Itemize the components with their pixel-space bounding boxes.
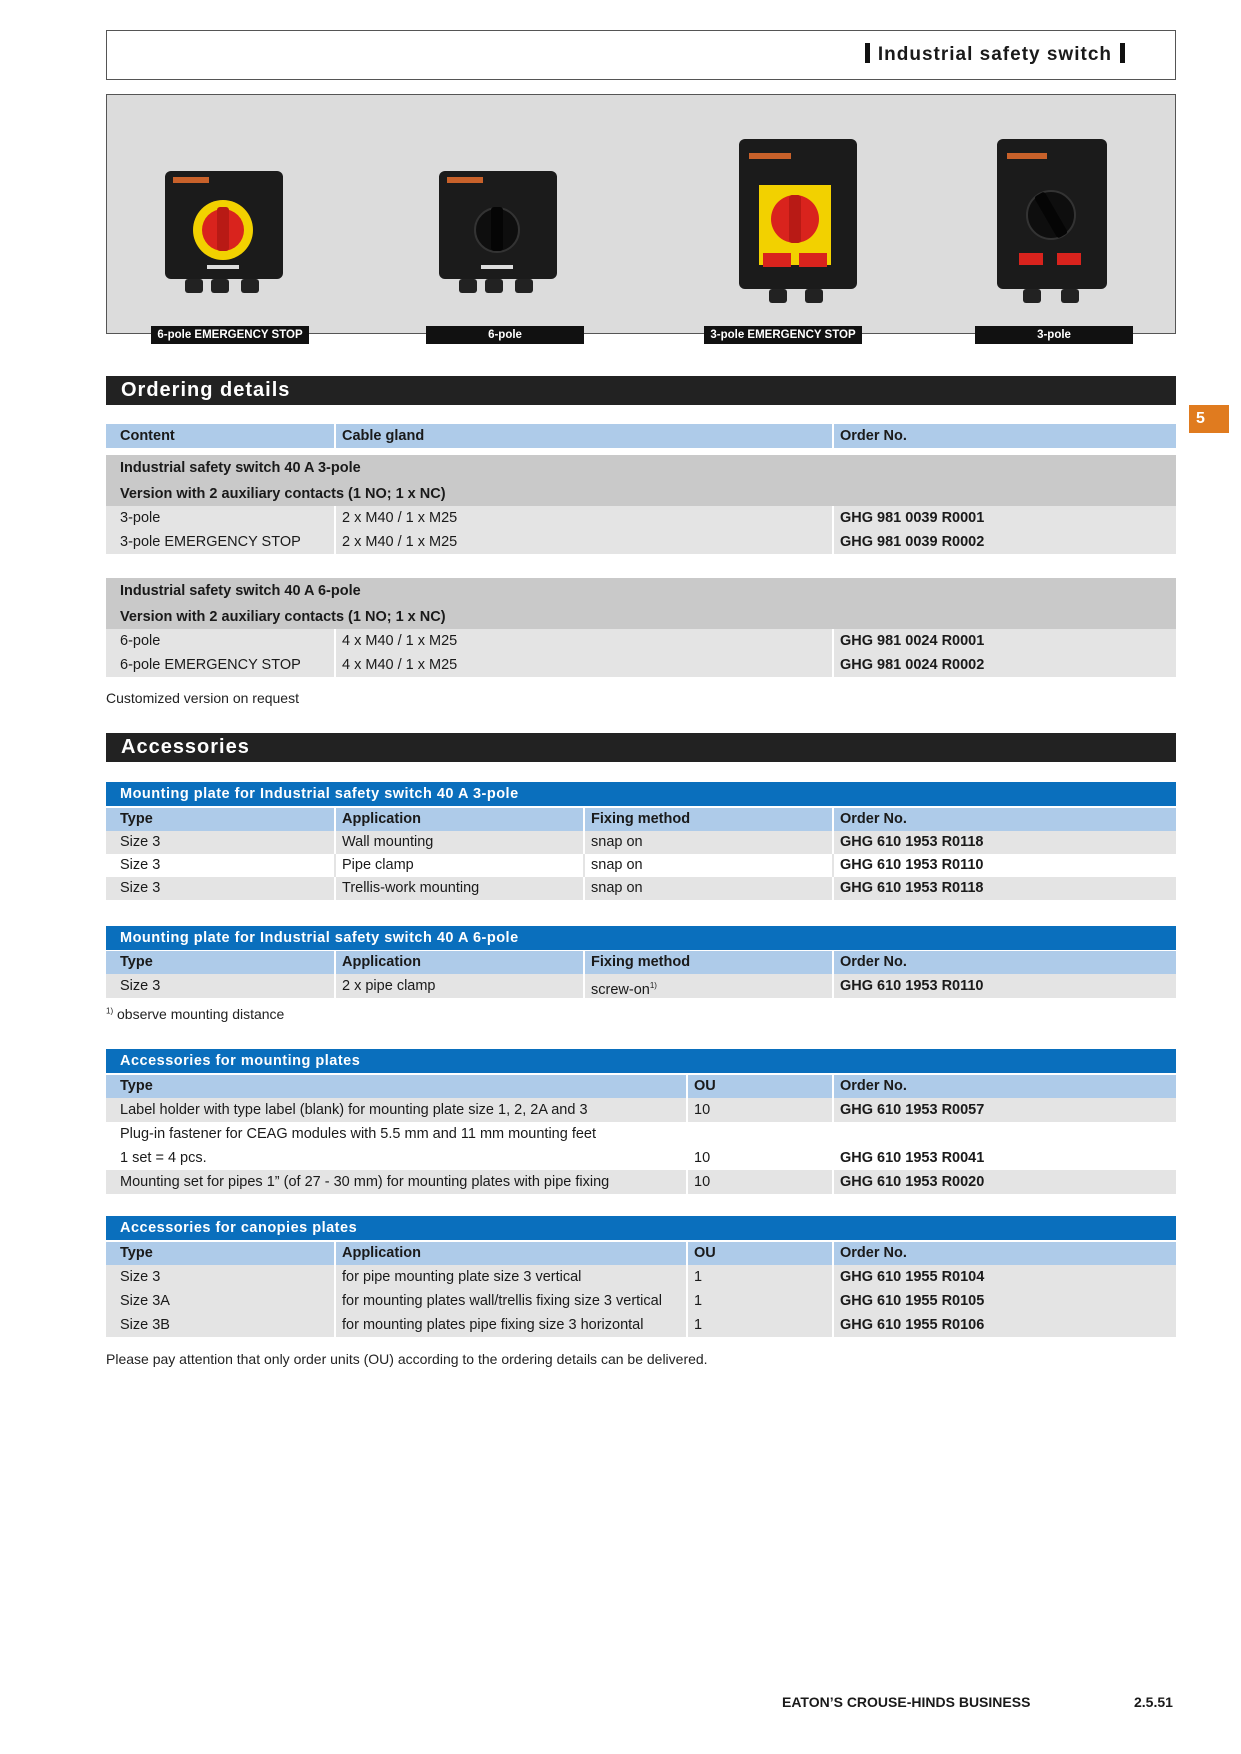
- table-row: [106, 1122, 1176, 1146]
- group-subtitle-row: [106, 605, 1176, 629]
- table-row: [106, 974, 1176, 998]
- table-row: [106, 1313, 1176, 1337]
- table-header: [106, 424, 1176, 448]
- column-header: Order No.: [832, 808, 1176, 831]
- group-subtitle-row: [106, 482, 1176, 506]
- product-photo-panel: [106, 94, 1176, 341]
- cell-type: Size 3B: [120, 1317, 170, 1333]
- chapter-tab: 5: [1189, 405, 1229, 433]
- table-header: [106, 808, 1176, 831]
- group-title: Industrial safety switch 40 A 3-pole: [120, 460, 361, 476]
- cell-order-no: GHG 981 0024 R0001: [832, 629, 1176, 653]
- page-number: 2.5.51: [1134, 1694, 1173, 1710]
- column-header: Order No.: [832, 1242, 1176, 1265]
- cell-content: 3-pole: [120, 510, 161, 526]
- cell-type: Size 3A: [120, 1293, 170, 1309]
- cell-order-no: GHG 610 1953 R0057: [832, 1098, 1176, 1122]
- cell-application: for pipe mounting plate size 3 vertical: [334, 1265, 686, 1289]
- cell-type: Size 3: [120, 857, 161, 873]
- cell-application: 2 x pipe clamp: [334, 974, 583, 998]
- product-image-6pole-emergency: [151, 165, 301, 305]
- cell-ou: 1: [686, 1289, 832, 1313]
- column-header: Content: [120, 428, 175, 444]
- cell-order-no: GHG 610 1953 R0110: [832, 854, 1176, 877]
- table-row: [106, 1265, 1176, 1289]
- cell-cable-gland: 2 x M40 / 1 x M25: [334, 506, 832, 530]
- product-caption: 6-pole: [426, 326, 584, 344]
- cell-content: 6-pole: [120, 633, 161, 649]
- cell-order-no: GHG 610 1955 R0105: [832, 1289, 1176, 1313]
- footnote: [106, 1006, 284, 1022]
- cell-order-no: GHG 610 1953 R0041: [832, 1146, 1176, 1170]
- column-header: Type: [120, 1245, 153, 1261]
- table-title: Mounting plate for Industrial safety switch 40 A 3-pole: [120, 786, 519, 802]
- group-subtitle: Version with 2 auxiliary contacts (1 NO; 1 x NC): [120, 486, 446, 502]
- section-title-ordering: Ordering details: [106, 376, 1176, 405]
- table-row: [106, 854, 1176, 877]
- column-header: Fixing method: [583, 808, 832, 831]
- page-title: Industrial safety switch: [877, 44, 1112, 65]
- cell-ou: 10: [686, 1170, 832, 1194]
- ordering-note: Customized version on request: [106, 690, 299, 706]
- cell-ou: 1: [686, 1265, 832, 1289]
- cell-ou: 1: [686, 1313, 832, 1337]
- table-header: [106, 1075, 1176, 1098]
- cell-type: Size 3: [120, 880, 161, 896]
- column-header: Application: [334, 808, 583, 831]
- table-title: Mounting plate for Industrial safety switch 40 A 6-pole: [120, 930, 519, 946]
- table-title-bar: [106, 926, 1176, 950]
- page-header: [106, 30, 1176, 80]
- table-header: [106, 951, 1176, 974]
- cell-application: Trellis-work mounting: [334, 877, 583, 900]
- cell-order-no: GHG 610 1953 R0020: [832, 1170, 1176, 1194]
- table-row: [106, 877, 1176, 900]
- cell-cable-gland: 2 x M40 / 1 x M25: [334, 530, 832, 554]
- group-subtitle: Version with 2 auxiliary contacts (1 NO; 1 x NC): [120, 609, 446, 625]
- column-header: Type: [120, 811, 153, 827]
- group-title-row: [106, 455, 1176, 482]
- cell-order-no: GHG 981 0039 R0002: [832, 530, 1176, 554]
- cell-type: 1 set = 4 pcs.: [120, 1150, 207, 1166]
- cell-type: Plug-in fastener for CEAG modules with 5.5 mm and 11 mm mounting feet: [120, 1126, 597, 1142]
- cell-order-no: [832, 1122, 1176, 1146]
- column-header: Type: [120, 1078, 153, 1094]
- column-header: Application: [334, 1242, 686, 1265]
- product-caption: 3-pole: [975, 326, 1133, 344]
- cell-type: Size 3: [120, 978, 161, 994]
- cell-ou: [686, 1122, 832, 1146]
- cell-type: Size 3: [120, 1269, 161, 1285]
- table-row: [106, 831, 1176, 854]
- cell-fixing: snap on: [583, 831, 832, 854]
- footnote-mark: 1): [106, 1006, 114, 1016]
- table-row: [106, 530, 1176, 554]
- product-caption: 3-pole EMERGENCY STOP: [704, 326, 862, 344]
- cell-order-no: GHG 981 0024 R0002: [832, 653, 1176, 677]
- table-title-bar: [106, 1216, 1176, 1240]
- cell-application: Wall mounting: [334, 831, 583, 854]
- cell-order-no: GHG 610 1953 R0118: [832, 877, 1176, 900]
- section-title-accessories: Accessories: [106, 733, 1176, 762]
- cell-cable-gland: 4 x M40 / 1 x M25: [334, 629, 832, 653]
- product-caption: 6-pole EMERGENCY STOP: [151, 326, 309, 344]
- cell-order-no: GHG 981 0039 R0001: [832, 506, 1176, 530]
- cell-application: Pipe clamp: [334, 854, 583, 877]
- cell-cable-gland: 4 x M40 / 1 x M25: [334, 653, 832, 677]
- table-title-bar: [106, 1049, 1176, 1073]
- product-image-6pole: [425, 165, 575, 305]
- cell-type: Label holder with type label (blank) for mounting plate size 1, 2, 2A and 3: [120, 1102, 588, 1118]
- table-title-bar: [106, 782, 1176, 806]
- column-header: Order No.: [832, 1075, 1176, 1098]
- cell-content: 6-pole EMERGENCY STOP: [120, 657, 301, 673]
- cell-order-no: GHG 610 1955 R0104: [832, 1265, 1176, 1289]
- group-title: Industrial safety switch 40 A 6-pole: [120, 583, 361, 599]
- column-header: Fixing method: [583, 951, 832, 974]
- product-image-3pole-emergency: [719, 135, 869, 315]
- cell-order-no: GHG 610 1953 R0110: [832, 974, 1176, 998]
- cell-fixing: snap on: [583, 877, 832, 900]
- cell-ou: 10: [686, 1098, 832, 1122]
- cell-application: for mounting plates wall/trellis fixing size 3 vertical: [334, 1289, 686, 1313]
- column-header: Order No.: [832, 424, 1176, 448]
- table-title: Accessories for canopies plates: [120, 1220, 358, 1236]
- footnote-mark: 1): [649, 981, 657, 990]
- cell-content: 3-pole EMERGENCY STOP: [120, 534, 301, 550]
- group-title-row: [106, 578, 1176, 605]
- footnote-text: observe mounting distance: [117, 1006, 285, 1022]
- fixing-text: screw-on: [591, 981, 650, 998]
- cell-fixing: snap on: [583, 854, 832, 877]
- table-row: [106, 1289, 1176, 1313]
- table-row: [106, 506, 1176, 530]
- table-header: [106, 1242, 1176, 1265]
- footer-brand: EATON’S CROUSE-HINDS BUSINESS: [782, 1694, 1031, 1710]
- table-row: [106, 1098, 1176, 1122]
- table-title: Accessories for mounting plates: [120, 1053, 361, 1069]
- column-header: Application: [334, 951, 583, 974]
- column-header: Type: [120, 954, 153, 970]
- table-row: [106, 629, 1176, 653]
- cell-order-no: GHG 610 1955 R0106: [832, 1313, 1176, 1337]
- column-header: OU: [686, 1242, 832, 1265]
- ou-note: Please pay attention that only order units (OU) according to the ordering details can be delivered.: [106, 1351, 708, 1367]
- cell-ou: 10: [686, 1146, 832, 1170]
- cell-order-no: GHG 610 1953 R0118: [832, 831, 1176, 854]
- column-header: OU: [686, 1075, 832, 1098]
- table-row: [106, 1170, 1176, 1194]
- cell-application: for mounting plates pipe fixing size 3 horizontal: [334, 1313, 686, 1337]
- table-row: [106, 1146, 1176, 1170]
- cell-type: Mounting set for pipes 1” (of 27 - 30 mm) for mounting plates with pipe fixing: [120, 1174, 610, 1190]
- table-row: [106, 653, 1176, 677]
- column-header: Cable gland: [334, 424, 832, 448]
- cell-type: Size 3: [120, 834, 161, 850]
- product-image-3pole: [983, 135, 1133, 315]
- cell-fixing: [583, 974, 832, 998]
- column-header: Order No.: [832, 951, 1176, 974]
- header-title-wrap: [857, 43, 1133, 66]
